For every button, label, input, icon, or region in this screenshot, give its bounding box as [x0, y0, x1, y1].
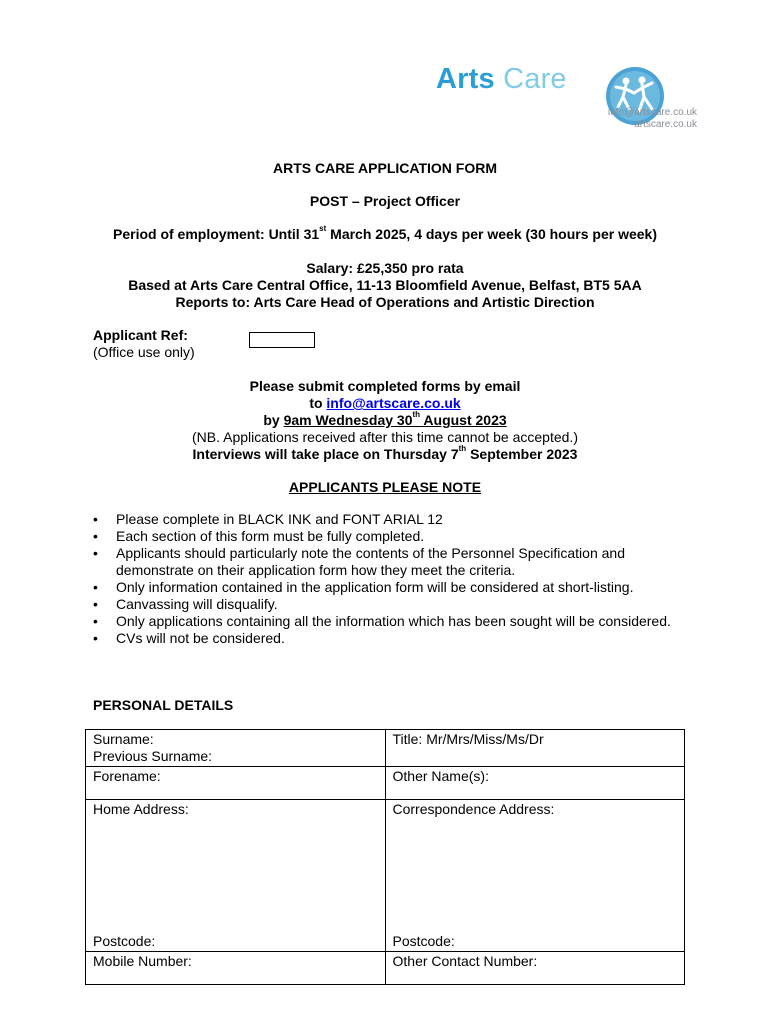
header-email: info@artscare.co.uk	[607, 107, 697, 118]
submit-instruction: Please submit completed forms by email	[249, 378, 521, 394]
brand-name: Arts Care	[436, 63, 567, 95]
interview-date: Interviews will take place on Thursday 7th September 2023	[192, 444, 578, 462]
list-item: • Canvassing will disqualify.	[93, 596, 673, 613]
email-link[interactable]: info@artscare.co.uk	[326, 395, 461, 411]
other-contact-cell[interactable]	[385, 952, 685, 985]
home-address-label: Home Address:	[93, 801, 189, 817]
correspondence-address-label: Correspondence Address:	[392, 801, 555, 817]
list-item: • Only information contained in the application form will be considered at short-listing.	[93, 579, 673, 596]
title-label: Title: Mr/Mrs/Miss/Ms/Dr	[392, 731, 544, 747]
applicant-ref	[93, 327, 195, 361]
header-website: artscare.co.uk	[634, 119, 697, 130]
title-cell[interactable]	[385, 730, 685, 767]
surname-cell[interactable]	[86, 730, 386, 767]
notes-heading: APPLICANTS PLEASE NOTE	[288, 479, 482, 495]
home-address-cell[interactable]	[86, 800, 386, 952]
late-applications-note: (NB. Applications received after this time cannot be accepted.)	[192, 429, 578, 445]
list-item: • CVs will not be considered.	[93, 630, 673, 647]
list-item: • Please complete in BLACK INK and FONT ARIAL 12	[93, 511, 673, 528]
applicant-ref-label: Applicant Ref:	[93, 327, 188, 343]
previous-surname-label: Previous Surname:	[93, 748, 213, 764]
list-item: • Each section of this form must be fully completed.	[93, 528, 673, 545]
other-names-cell[interactable]	[385, 767, 685, 800]
mobile-number-label: Mobile Number:	[93, 953, 192, 969]
submit-email-line: to info@artscare.co.uk	[309, 395, 461, 411]
other-contact-label: Other Contact Number:	[392, 953, 538, 969]
notes-list	[93, 511, 673, 647]
based-at: Based at Arts Care Central Office, 11-13 Bloomfield Avenue, Belfast, BT5 5AA	[128, 277, 642, 293]
office-use-note: (Office use only)	[93, 344, 195, 360]
personal-details-table	[85, 729, 685, 985]
post-title: POST – Project Officer	[309, 193, 461, 209]
salary: Salary: £25,350 pro rata	[306, 260, 464, 276]
mobile-number-cell[interactable]	[86, 952, 386, 985]
period-of-employment: Period of employment: Until 31st March 2025, 4 days per week (30 hours per week)	[113, 224, 657, 242]
correspondence-postcode-label: Postcode:	[392, 933, 455, 949]
correspondence-address-cell[interactable]	[385, 800, 685, 952]
personal-details-heading: PERSONAL DETAILS	[93, 697, 234, 713]
forename-cell[interactable]	[86, 767, 386, 800]
surname-label: Surname:	[93, 731, 154, 747]
list-item: • Applicants should particularly note the contents of the Personnel Specification and demonstrate on their application form how they meet the criteria.	[93, 545, 673, 579]
deadline: by 9am Wednesday 30th August 2023	[263, 410, 507, 428]
forename-label: Forename:	[93, 768, 161, 784]
list-item: • Only applications containing all the information which has been sought will be considered.	[93, 613, 673, 630]
form-title: ARTS CARE APPLICATION FORM	[273, 160, 497, 176]
reports-to: Reports to: Arts Care Head of Operations and Artistic Direction	[175, 294, 595, 310]
arts-care-logo	[436, 62, 664, 134]
applicant-ref-box[interactable]	[249, 332, 315, 348]
home-postcode-label: Postcode:	[93, 933, 156, 949]
other-names-label: Other Name(s):	[392, 768, 489, 784]
